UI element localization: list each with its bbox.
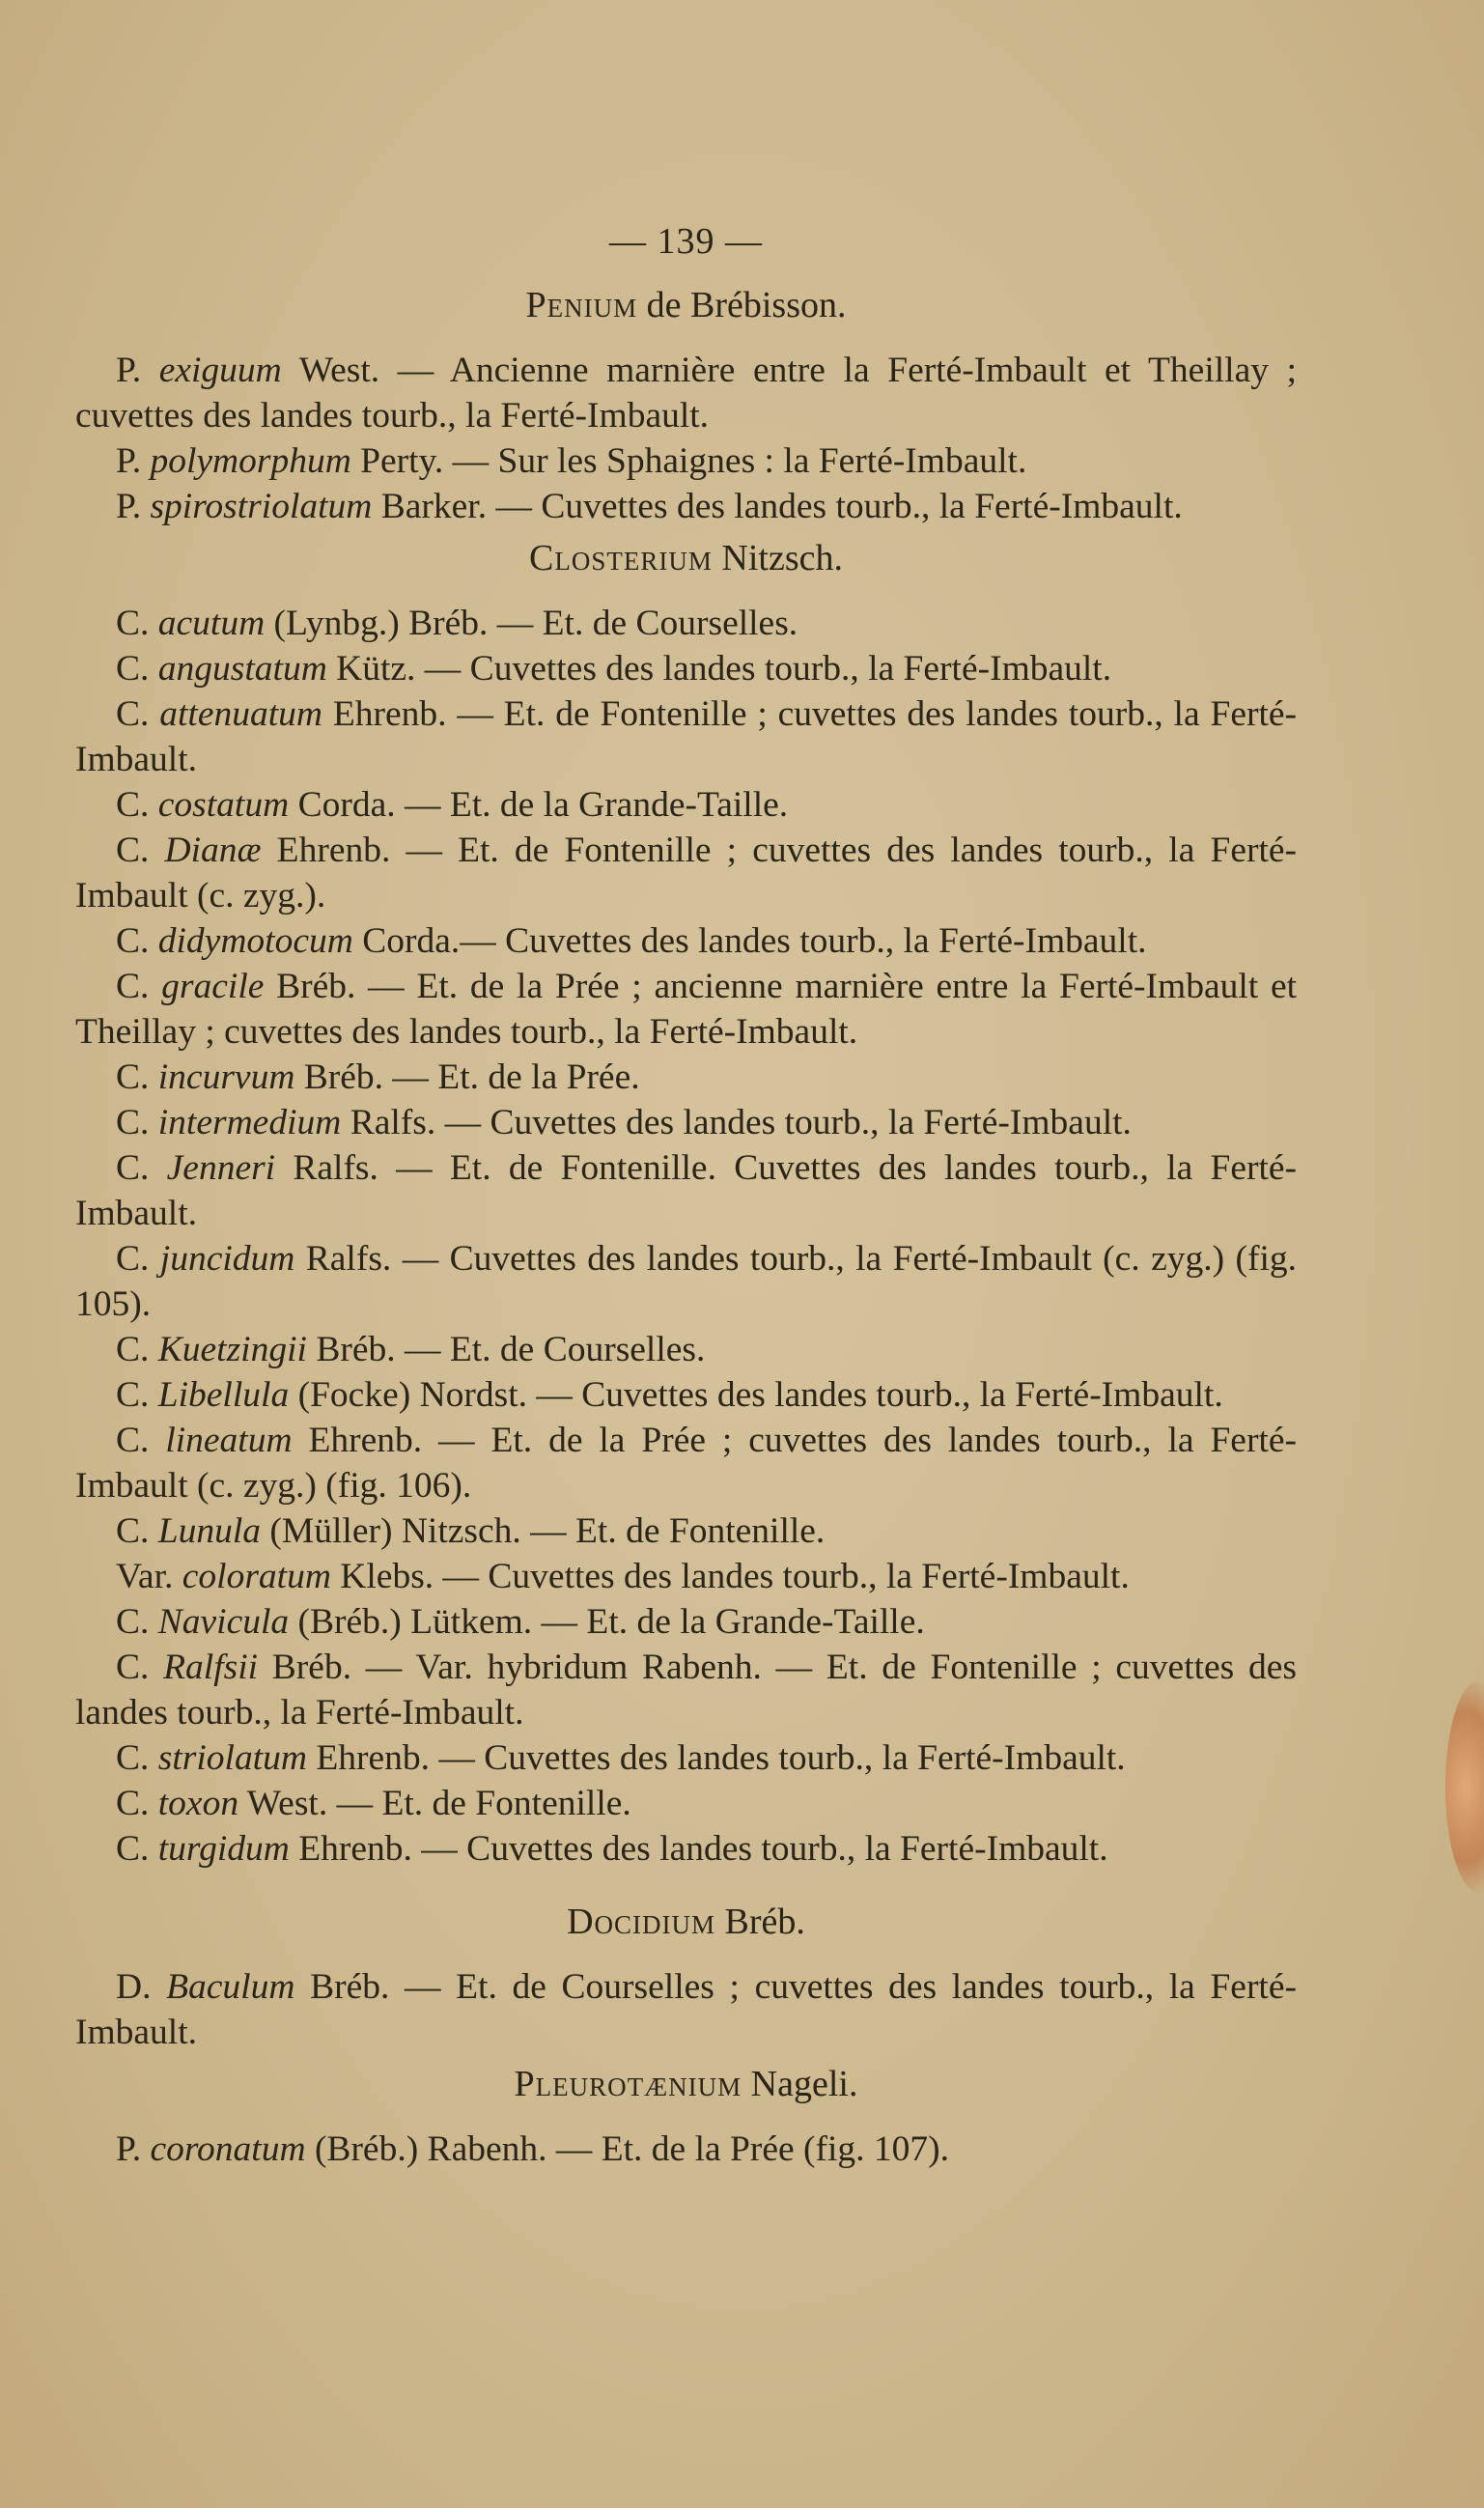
species-entry: [75, 1236, 1297, 1327]
species-name: toxon: [157, 1784, 239, 1823]
species-entry: [75, 1327, 1297, 1372]
species-name: juncidum: [159, 1239, 295, 1279]
species-details: Barker. — Cuvettes des landes tourb., la Ferté-Imbault.: [372, 487, 1183, 526]
genus-abbreviation: D.: [116, 1967, 167, 2007]
species-details: Bréb. — Et. de Courselles ; cuvettes des landes tourb., la Ferté-Imbault.: [75, 1967, 1297, 2052]
species-name: Navicula: [157, 1602, 290, 1642]
species-entry: [75, 691, 1297, 782]
species-name: coronatum: [150, 2129, 306, 2169]
species-name: Baculum: [166, 1967, 295, 2007]
species-entry: [75, 1100, 1297, 1145]
species-name: spirostriolatum: [150, 487, 373, 526]
genus-heading: [75, 537, 1297, 579]
genus-abbreviation: C.: [116, 1784, 158, 1823]
genus-abbreviation: C.: [116, 1421, 166, 1460]
species-entry: [75, 1055, 1297, 1100]
genus-abbreviation: P.: [116, 441, 151, 481]
species-name: intermedium: [157, 1103, 342, 1142]
species-details: Bréb. — Et. de la Prée ; ancienne marnière entre la Ferté-Imbault et Theillay ; cuvettes des landes tourb., la Ferté-Imbault.: [75, 967, 1298, 1052]
species-name: Lunula: [157, 1511, 262, 1551]
genus-heading: [75, 2063, 1297, 2105]
genus-abbreviation: C.: [116, 1648, 164, 1687]
species-entry: [75, 646, 1297, 691]
species-entry: [75, 918, 1297, 964]
species-entry: [75, 1372, 1297, 1418]
genus-abbreviation: C.: [116, 604, 158, 643]
genus-abbreviation: P.: [116, 487, 151, 526]
species-name: acutum: [157, 604, 266, 643]
genus-abbreviation: C.: [116, 967, 162, 1006]
species-entry: [75, 601, 1297, 646]
species-entry: [75, 348, 1297, 438]
genus-abbreviation: C.: [116, 785, 158, 825]
species-entry: [75, 1599, 1297, 1645]
species-name: Kuetzingii: [157, 1330, 307, 1369]
page-content: [75, 220, 1297, 2172]
species-details: West. — Et. de Fontenille.: [238, 1784, 631, 1823]
genus-author: Nitzsch.: [712, 538, 843, 578]
genus-abbreviation: C.: [116, 921, 158, 961]
species-details: Perty. — Sur les Sphaignes : la Ferté-Imbault.: [350, 441, 1027, 481]
species-details: Ralfs. — Cuvettes des landes tourb., la Ferté-Imbault.: [341, 1103, 1132, 1142]
species-details: Ehrenb. — Cuvettes des landes tourb., la Ferté-Imbault.: [289, 1829, 1108, 1869]
species-details: Ralfs. — Et. de Fontenille. Cuvettes des landes tourb., la Ferté-Imbault.: [75, 1148, 1298, 1233]
genus-abbreviation: C.: [116, 1330, 158, 1369]
species-details: Ehrenb. — Cuvettes des landes tourb., la Ferté-Imbault.: [306, 1738, 1126, 1778]
genus-name: Docidium: [567, 1902, 716, 1942]
genus-abbreviation: C.: [116, 1148, 167, 1188]
species-details: Bréb. — Et. de la Prée.: [294, 1057, 640, 1097]
species-details: Kütz. — Cuvettes des landes tourb., la Ferté-Imbault.: [326, 649, 1112, 689]
genus-abbreviation: C.: [116, 1511, 158, 1551]
genus-abbreviation: C.: [116, 649, 158, 689]
species-entry: [75, 1826, 1297, 1872]
species-details: Klebs. — Cuvettes des landes tourb., la Ferté-Imbault.: [330, 1557, 1130, 1596]
genus-abbreviation: C.: [116, 1057, 158, 1097]
species-entry: [75, 782, 1297, 828]
genus-abbreviation: C.: [116, 1103, 158, 1142]
species-list: [75, 284, 1297, 2172]
species-details: (Focke) Nordst. — Cuvettes des landes tourb., la Ferté-Imbault.: [289, 1375, 1223, 1415]
species-details: Ehrenb. — Et. de Fontenille ; cuvettes des landes tourb., la Ferté-Imbault.: [75, 694, 1297, 779]
species-name: exiguum: [158, 351, 282, 390]
species-name: gracile: [161, 967, 265, 1006]
species-name: attenuatum: [159, 694, 322, 734]
species-entry: [75, 484, 1297, 529]
genus-abbreviation: Var.: [116, 1557, 182, 1596]
species-entry: [75, 1554, 1297, 1599]
species-name: costatum: [157, 785, 290, 825]
species-name: Ralfsii: [163, 1648, 259, 1687]
species-details: (Lynbg.) Bréb. — Et. de Courselles.: [265, 604, 798, 643]
genus-abbreviation: C.: [116, 1738, 158, 1778]
species-details: (Bréb.) Lütkem. — Et. de la Grande-Taille.: [289, 1602, 925, 1642]
genus-name: Penium: [525, 285, 638, 325]
genus-name: Pleurotænium: [514, 2064, 742, 2104]
species-entry: [75, 1508, 1297, 1554]
genus-author: de Brébisson.: [637, 285, 847, 325]
species-name: coloratum: [182, 1557, 331, 1596]
species-entry: [75, 1418, 1297, 1508]
species-entry: [75, 1645, 1297, 1735]
genus-abbreviation: C.: [116, 694, 160, 734]
species-entry: [75, 438, 1297, 484]
species-details: (Bréb.) Rabenh. — Et. de la Prée (fig. 107).: [305, 2129, 950, 2169]
species-name: polymorphum: [150, 441, 351, 481]
species-details: Corda.— Cuvettes des landes tourb., la Ferté-Imbault.: [352, 921, 1147, 961]
species-name: angustatum: [157, 649, 327, 689]
genus-abbreviation: C.: [116, 831, 165, 870]
species-details: Ehrenb. — Et. de Fontenille ; cuvettes des landes tourb., la Ferté-Imbault (c. zyg.).: [75, 831, 1298, 916]
species-details: Ralfs. — Cuvettes des landes tourb., la Ferté-Imbault (c. zyg.) (fig. 105).: [75, 1239, 1298, 1324]
species-details: (Müller) Nitzsch. — Et. de Fontenille.: [261, 1511, 826, 1551]
genus-author: Nageli.: [742, 2064, 858, 2104]
species-entry: [75, 2127, 1297, 2172]
genus-abbreviation: P.: [116, 351, 159, 390]
genus-abbreviation: C.: [116, 1375, 158, 1415]
genus-heading: [75, 284, 1297, 326]
species-entry: [75, 1735, 1297, 1781]
species-name: didymotocum: [157, 921, 353, 961]
species-name: Jenneri: [166, 1148, 276, 1188]
species-name: Dianæ: [164, 831, 262, 870]
species-entry: [75, 1964, 1297, 2055]
genus-name: Closterium: [529, 538, 713, 578]
species-details: Corda. — Et. de la Grande-Taille.: [289, 785, 789, 825]
species-details: Bréb. — Et. de Courselles.: [306, 1330, 706, 1369]
species-name: Libellula: [157, 1375, 290, 1415]
species-entry: [75, 828, 1297, 918]
page-number: — 139 —: [609, 221, 763, 262]
species-details: Ehrenb. — Et. de la Prée ; cuvettes des landes tourb., la Ferté-Imbault (c. zyg.) (fig. 106).: [75, 1421, 1297, 1506]
genus-heading: [75, 1901, 1297, 1943]
species-name: lineatum: [165, 1421, 293, 1460]
species-entry: [75, 1145, 1297, 1236]
species-details: Bréb. — Var. hybridum Rabenh. — Et. de Fontenille ; cuvettes des landes tourb., la Ferté-Imbault.: [75, 1648, 1297, 1733]
species-details: West. — Ancienne marnière entre la Ferté-Imbault et Theillay ; cuvettes des landes tourb., la Ferté-Imbault.: [75, 351, 1298, 436]
species-entry: [75, 964, 1297, 1055]
species-entry: [75, 1781, 1297, 1826]
page-edge-stain: [1445, 1680, 1484, 1893]
genus-abbreviation: P.: [116, 2129, 151, 2169]
species-name: incurvum: [157, 1057, 295, 1097]
species-name: striolatum: [157, 1738, 307, 1778]
species-name: turgidum: [157, 1829, 290, 1869]
genus-abbreviation: C.: [116, 1829, 158, 1869]
genus-abbreviation: C.: [116, 1602, 158, 1642]
genus-author: Bréb.: [715, 1902, 805, 1942]
genus-abbreviation: C.: [116, 1239, 160, 1279]
